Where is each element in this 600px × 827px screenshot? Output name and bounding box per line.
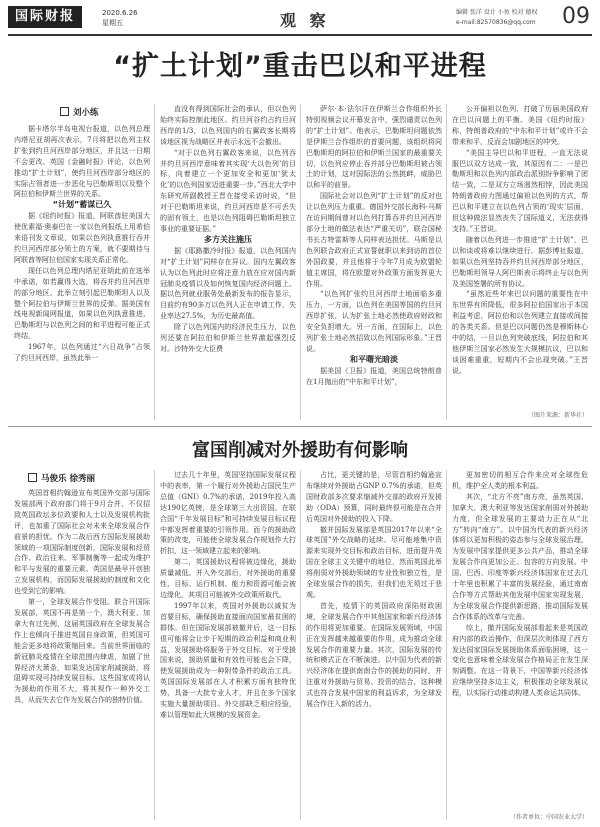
article1-author: 刘小练 (73, 108, 99, 118)
paragraph: “以色列扩张约旦河西岸土地面临多重压力，一方面，以色列在美国等国的约旦河西岸扩张，认为扩张土地必然使政府财政和安全负担增大。另一方面，在国际上，以色列扩张土地必然招致以色列国际形象。”王晋说。 (306, 290, 442, 353)
masthead (8, 4, 592, 36)
paragraph: 其次，“北方不亮”南方亮，虽然英国、加拿大、澳大利亚等发达国家削弱对外援助力度，但全球发展的主要动力正在从“北方”转向“南方”。以中国为代表的新兴经济体将以更加积极的姿态参与全球发展治理，为发展中国家提供更多公共产品，推动全球发展合作向更加公正、包容的方向发展。中国、巴西、印度等新兴经济体国家在过去几十年里也积累了丰富的发展经验，通过南南合作等方式帮助其他发展中国家实现发展，为全球发展合作提供新思路，推动国际发展合作体系的改革与完善。 (452, 492, 588, 621)
section-title: 观 察 (280, 11, 330, 30)
paragraph: “虽然近些年来巴以问题的重要性在中东世界有所降低，很多阿拉伯国家出于本国利益考虑，阿拉伯和以色列建立直接或间接的各类关系。但是巴以问题仍然是穆斯林心中的结，一旦以色列突破底线，阿拉伯和其他伊斯兰国家必然发生大规模抗议，巴以和谈困难重重，短期内不会出现突破。”王晋说。 (452, 290, 588, 375)
issue-weekday: 星期五 (102, 19, 123, 27)
article2-column-4 (452, 470, 588, 810)
article1-column-1 (14, 124, 150, 420)
paragraph: 据美国《卫报》报道，美国总统特朗普在1月抛出的“中东和平计划”， (306, 366, 442, 386)
article2-author-affiliation: （作者单位：中国农业大学） (509, 814, 588, 821)
paragraph: 据《纽约时报》报道，阿联酋驻美国大使优素福·奥泰巴在一家以色列报纸上用希伯来语刊发文章说，如果以色列执意推行吞并约旦河西岸部分领土的方案，就不要期待与阿联酋等阿拉伯国家实现关系正常化。 (14, 212, 150, 264)
editor-email: e-mail:82570836@qq.com (456, 19, 536, 26)
paragraph: 占比，更关键的是，尽管首相约翰逊宣布继续对外援助占GNP 0.7%的承诺，但英国财政部多次要求缩减外交部的政府开发援助（ODA）预算，同时最终很可能是在合并后英国对外援助的投入下降。 (306, 471, 442, 523)
article2-column-1 (14, 488, 150, 820)
paragraph: 更加密切的相互合作来应对全球性危机，维护全人类的根本利益。 (452, 471, 588, 490)
column-divider (446, 470, 447, 820)
paragraph: 萨尔·本·法尔汗在伊斯兰合作组织外长特别视频会议开幕发言中，强烈谴责以色列的“扩土计划”。他表示，巴勒斯坦问题依然是伊斯兰合作组织的首要问题，该组织将同巴勒斯坦的阿拉伯和伊斯兰国家的最重要关切，以色列应停止吞并部分巴勒斯坦被占领土的计划，这对国际法的公然挑衅，威胁巴以和平的前景。 (306, 105, 442, 190)
paragraph: 据《耶路撒冷时报》报道，以色列国内对“扩土计划”同样存在异议。国内左翼政客认为以色列此时应将注意力放在应对国内新冠肺炎疫情以及如何恢复国内经济问题上。据以色列就业服务处最新发布的报告显示，目前约有90多万以色列人正在申请工作，失业率达27.5%，为历史最高值。 (160, 246, 296, 321)
paragraph: “对于以色列右翼政客来说，以色列吞并约旦河西岸意味着其实现‘大以色列’的目标，向着建立一个更加安全和更加‘犹太化’的以色列国家迈进重要一步。”西北大学中东研究所副教授王晋在接受采访时说，“但对于巴勒斯坦来说，约旦河西岸是不可丢失的固有领土，也是以色列阻碍巴勒斯坦独立事业的重要证据。” (160, 148, 296, 233)
article1-headline: “扩土计划”重击巴以和平进程 (113, 51, 487, 82)
paragraph: 过去几十年里，英国坚持国际发展议程中的表率，第一个履行对外援助占国民生产总值（GNI）0.7%的承诺，2019年投入高达190亿英镑，是全球第三大出资国。在联合国“千年发展目标”和可持续发展目标议程中都发挥着重要的引领作用。而今的援助政策的改变，可能使全球发展合作规划作大打折扣，这一领域建立起来的影响。 (160, 471, 296, 556)
article2-headline: 富国削减对外援助有何影响 (192, 440, 408, 461)
article1-subheading-1: “计划”蓄谋已久 (52, 200, 112, 210)
newspaper-logo: 国际财报 (8, 6, 82, 28)
paragraph: 据卡塔尔半岛电视台报道，以色列总理内塔尼亚胡再次表示，7月将把以色列主权扩张到约旦河西岸部分地区，并且这一日期不会更改。英国《金融时报》评论，以色列推动“扩土计划”，使约旦河西岸部分地区的实际占领者进一步恶化与巴勒斯坦以及整个阿拉伯和伊斯兰世界的关系。 (14, 125, 150, 199)
paragraph: “美国主导巴以和平进程，一直无法说服巴以双方达成一致，其原因有二：一是巴勒斯坦和以色列内部政治派别纷争影响了团结一致，二是双方立场迥然相悖，因此美国特朗普政府力图通过偏袒以色列的方式，帮巴以和平建立在以色列占领的‘现实’层面，但这种做法显然丧失了国际道义，无法获得支持。”王晋说。 (452, 148, 588, 233)
page-number: 09 (562, 4, 590, 29)
paragraph: 第二，英国援助议程将被边缘化，援助质量减低。并入外交部后，对外援助的重要性、目标、运行机制、能力和资源可能会被边缘化，其项目可能被外交政策所取代。 (160, 558, 296, 599)
editor-names: 编辑 张洋 设计 小鱼 校对 德权 (456, 9, 538, 16)
byline-square-icon (28, 473, 37, 482)
article2-column-3 (306, 470, 442, 820)
paragraph: 公开偏袒以色列，打破了历届美国政府在巴以问题上的平衡。美国《纽约时报》称，特朗普政府的“中东和平计划”或许不会带来和平，反而会加剧地区的冲突。 (452, 105, 588, 146)
article1-subheading-2: 多方关注施压 (204, 234, 252, 244)
paragraph: 直没有得到国际社会的承认，但以色列始终实际控制此地区。约旦河谷约占约旦河西岸的1/3，以色列国内的右翼政客长期将该地区视为战略区并表示永远不会撤出。 (160, 105, 296, 146)
editor-credits (456, 8, 554, 28)
article1-column-4 (452, 104, 588, 408)
column-divider (300, 104, 301, 420)
paragraph: 随着以色列进一步推进“扩土计划”，巴以和谈或将难以继续进行。据彭博社报道，如果以色列坚持吞并约旦河西岸部分地区，巴勒斯坦领导人阿巴斯表示将终止与以色列及美国签署的所有协议。 (452, 235, 588, 288)
article1-byline (60, 106, 99, 118)
section-divider (8, 426, 592, 427)
paragraph: 综上，撤并国际发展部看起来是英国政府内部的政治操作，但深层次则体现了西方发达国家国际发展援助体系面临困境，这一变化也意味着全球发展合作格局正在发生深刻调整。在这一背景下，中国等新兴经济体应继续坚持多边主义，积极推动全球发展议程，以实际行动推动构建人类命运共同体。 (452, 623, 588, 698)
article1-column-2 (160, 104, 296, 420)
paragraph: 1967年，以色列通过“六日战争”占领了约旦河西岸，虽然此举一 (14, 343, 150, 363)
column-divider (300, 470, 301, 820)
article2-byline (28, 472, 95, 484)
paragraph: 现任以色列总理内塔尼亚胡此前在选举中承诺，如若赢得大选，将吞并约旦河西岸的部分地区。此举立刻引起巴勒斯坦人以及整个阿拉伯与伊斯兰世界的反弹。据美国有线电视新闻网报道，如果以色列执意推进，巴勒斯坦与以色列之间的和平进程可能正式终结。 (14, 266, 150, 341)
article1-column-3 (306, 104, 442, 420)
column-divider (446, 104, 447, 420)
article2-column-2 (160, 470, 296, 820)
paragraph: 英国首相约翰逊宣布英国外交部与国际发展部两个政府部门将于9月合并，不仅招致英国政坛多位政要和人士以及发展机构批评，也加重了国际社会对未来全球发展合作前景的担忧。作为二战后西方国际发展援助领域的一项国际制度创新，国际发展和经贸合作、政治往来、军事制衡等一起成为维护和平与发展的重要元素。英国是最早开创独立发展机构，而国际发展援助的制度和文化也受到它的影响。 (14, 489, 150, 596)
paragraph: 撤并国际发展部是英国2017年以来“全球英国”外交战略的延续。尽可能地集中资源来实现外交目标和政治目标，进而提升英国在全球主义关键中的地位，然而英国此举将削弱对外援助领域的专业性和独立性，是全球发展合作的损失，但我们也无须过于悲观。 (306, 525, 442, 599)
column-divider (154, 470, 155, 820)
paragraph: 国际社会对以色列“扩土计划”的反对也让以色列压力重重。德国外交部长海科·马斯在访问期间曾对以色列打算吞并约旦河西岸部分土地的做法表达“严重关切”，联合国秘书长古特雷斯等人同样表达担忧。马斯是以色列联合政府正式宣誓就职以来到访的首位外国政要，并且他将于今年7月成为欧盟轮值主席国，将在欧盟对外政策方面发挥更大作用。 (306, 192, 442, 288)
article1-subheading-3: 和平曙光暗淡 (350, 354, 398, 364)
paragraph: 第一，全球发展合作受阻。联合开国际发展部，英国不再是第一个，澳大利亚、加拿大有过先例，这届英国政府在全球发展合作上也倾向于推进英国自身政策，但英国可能会更多地将政策缩回来。当前世界面临的新冠肺炎疫情在全球范围内肆虐，加剧了世界经济大萧条，如果发达国家削减援助，将阻碍实现可持续发展目标。这些国家或将认为援助的作用不大，将其视作一种外交工具，从而失去它作为发展合作的独特价值。 (14, 598, 150, 705)
column-divider (154, 104, 155, 420)
article1-photo-credit: （图片来源：新华社） (527, 412, 588, 419)
article2-authors: 马俊乐 徐秀丽 (41, 474, 95, 484)
paragraph: 1997年以来，英国对外援助以减贫为首要目标，确保援助直接面向国家最贫困的群体。但在国际发展部被撤并后，这一目标很可能将会让步于短期的政治利益和商业利益，发展援助将服务于外交目标，对于受援国来说，援助质量和有效性可能也会下降，使发展援助成为一种附带条件的政治工具。英国国际发展部在人才积累方面有独特优势，具备一大批专业人才，并且在多个国家实施大量援助项目。外交部缺乏相应经验，难以管理如此大规模的发展资金。 (160, 601, 296, 719)
issue-date-text: 2020.6.26 (102, 9, 138, 17)
byline-square-icon (60, 107, 69, 116)
issue-date (102, 8, 138, 28)
paragraph: 首先，疫情下的英国政府深陷财政困境，全球发展合作中其他国家和新兴经济体的作用将更加重要。在国际发展领域，中国正在发挥越来越重要的作用，成为推动全球发展合作的重要力量。其次，国际发展的传统和模式正在不断演进。以中国为代表的新兴经济体在提供南南合作的援助的同时，并注重对外援助与贸易、投资的结合，这种模式也符合发展中国家的利益诉求，为全球发展合作注入新的活力。 (306, 601, 442, 709)
paragraph: 除了以色列国内的经济民生压力，以色列还要在阿拉伯和伊斯兰世界激起强烈反对。沙特外交大臣费 (160, 323, 296, 353)
